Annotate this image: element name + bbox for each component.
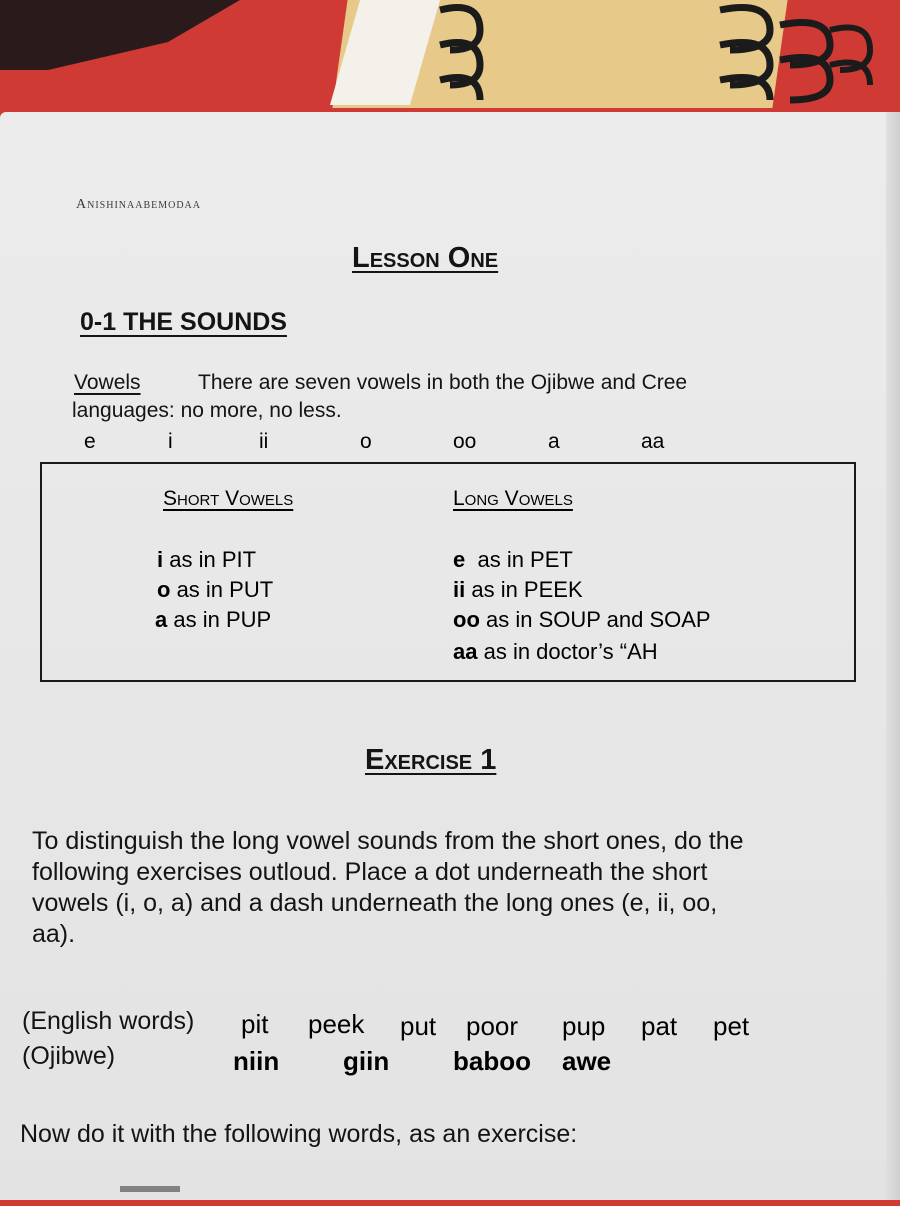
long-vowel-row: ii as in PEEK	[453, 577, 583, 602]
exercise-title: Exercise 1	[365, 744, 497, 776]
lesson-title: Lesson One	[352, 242, 499, 274]
spiral-binding-left	[420, 0, 540, 110]
running-head: Anishinaabemodaa	[76, 197, 201, 212]
ojibwe-word: baboo	[453, 1046, 531, 1076]
exercise-instructions	[32, 826, 882, 950]
vowels-intro-line2: languages: no more, no less.	[72, 399, 342, 422]
vowel-item: o	[360, 430, 372, 453]
spiral-binding-right-3	[810, 0, 900, 110]
long-vowel-row: oo as in SOUP and SOAP	[453, 607, 711, 632]
vowel-item: a	[548, 430, 560, 453]
short-vowel-row: i as in PIT	[157, 547, 257, 572]
english-word: pat	[641, 1011, 678, 1041]
long-vowel-row: aa as in doctor’s “AH	[453, 639, 658, 664]
vowel-item: e	[84, 430, 96, 453]
english-word: put	[400, 1011, 437, 1041]
english-word: pup	[562, 1011, 606, 1041]
instruction-line: following exercises outloud. Place a dot underneath the short	[32, 858, 708, 886]
ojibwe-word: niin	[233, 1046, 280, 1076]
vowels-intro-line1: There are seven vowels in both the Ojibwe and Cree	[198, 371, 688, 394]
ojibwe-word: giin	[343, 1046, 390, 1076]
english-word: pet	[713, 1011, 750, 1041]
vowel-item: oo	[453, 430, 477, 453]
english-words-label: (English words)	[22, 1007, 195, 1035]
long-vowels-heading: Long Vowels	[453, 487, 573, 510]
vowel-item: i	[168, 430, 173, 453]
ojibwe-label: (Ojibwe)	[22, 1042, 116, 1070]
vowel-item: ii	[259, 430, 269, 453]
english-word: pit	[241, 1009, 269, 1039]
vowels-label: Vowels	[74, 371, 141, 394]
instruction-line: aa).	[32, 920, 76, 948]
instruction-line: To distinguish the long vowel sounds from the short ones, do the	[32, 827, 744, 855]
cut-off-text	[120, 1186, 180, 1206]
english-word: peek	[308, 1009, 365, 1039]
page-edge	[886, 112, 900, 1200]
ojibwe-word: awe	[562, 1046, 612, 1076]
long-vowel-row: e as in PET	[453, 547, 573, 572]
next-exercise-line: Now do it with the following words, as an exercise:	[20, 1120, 578, 1148]
short-vowel-row: a as in PUP	[155, 607, 272, 632]
english-word: poor	[466, 1011, 519, 1041]
instruction-line: vowels (i, o, a) and a dash underneath the long ones (e, ii, oo,	[32, 889, 718, 917]
vowel-item: aa	[641, 430, 665, 453]
section-title: 0-1 THE SOUNDS	[80, 308, 287, 336]
short-vowels-heading: Short Vowels	[163, 487, 294, 510]
short-vowel-row: o as in PUT	[157, 577, 274, 602]
